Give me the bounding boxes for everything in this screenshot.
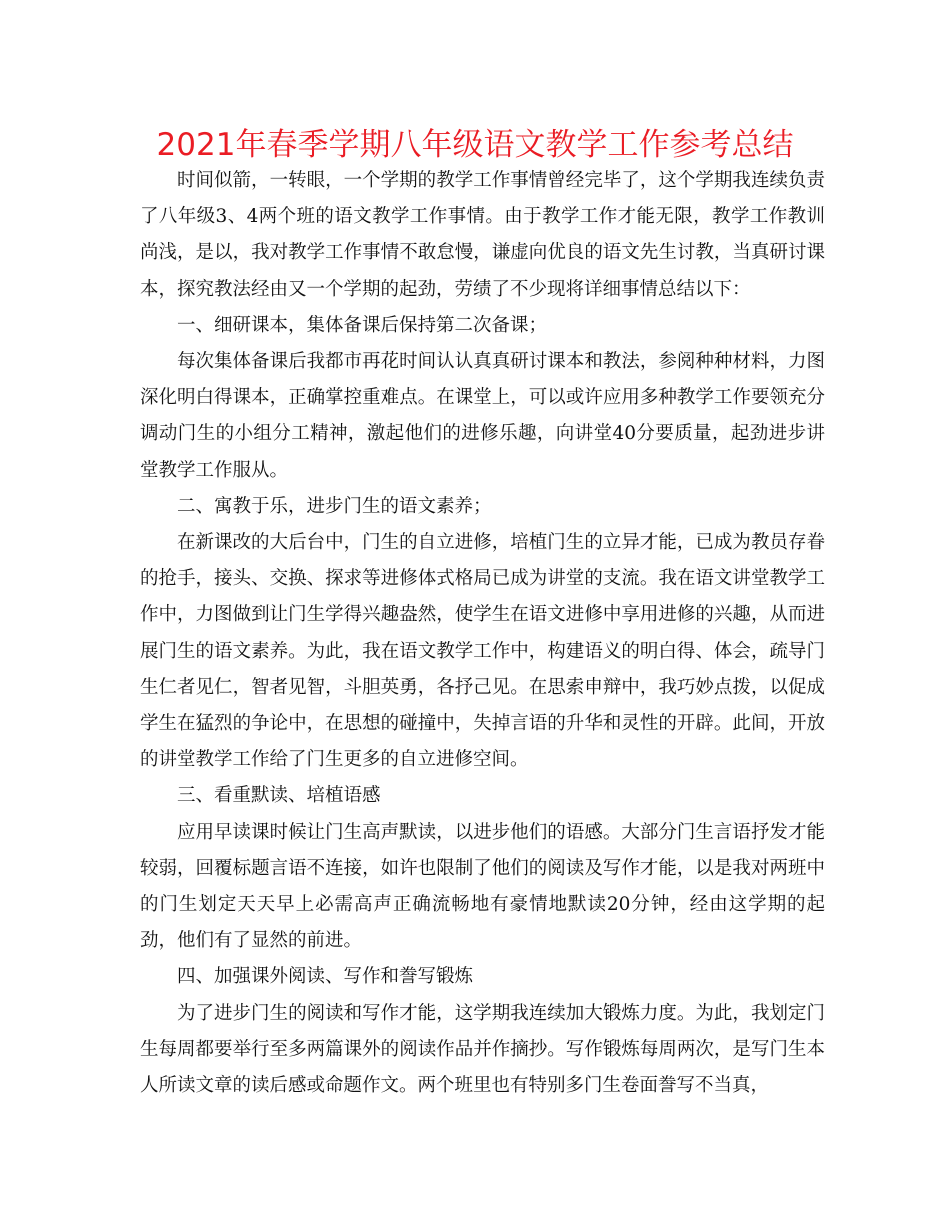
paragraph-3: 应用早读课时候让门生高声默读，以进步他们的语感。大部分门生言语抒发才能较弱，回覆标题言语不连接，如许也限制了他们的阅读及写作才能，以是我对两班中的门生划定天天早上必需高声正确流畅地有豪情地默读20分钟，经由这学期的起劲，他们有了显然的前进。 [140,821,825,952]
document-body [140,163,825,1104]
paragraph-intro: 时间似箭，一转眼，一个学期的教学工作事情曾经完毕了，这个学期我连续负责了八年级3、4两个班的语文教学工作事情。由于教学工作才能无限，教学工作教训尚浅，是以，我对教学工作事情不敢怠慢，谦虚向优良的语文先生讨教，当真研讨课本，探究教法经由又一个学期的起劲，劳绩了不少现将详细事情总结以下： [140,170,825,300]
section-heading-3: 三、看重默读、培植语感 [177,785,381,807]
section-heading-1: 一、细研课本，集体备课后保持第二次备课； [177,314,548,336]
section-heading-2: 二、寓教于乐，进步门生的语文素养； [177,495,492,517]
paragraph-4: 为了进步门生的阅读和写作才能，这学期我连续加大锻炼力度。为此，我划定门生每周都要举行至多两篇课外的阅读作品并作摘抄。写作锻炼每周两次，是写门生本人所读文章的读后感或命题作文。两个班里也有特别多门生卷面誊写不当真， [140,1002,825,1097]
section-heading-4: 四、加强课外阅读、写作和誊写锻炼 [177,966,474,988]
document-title: 2021年春季学期八年级语文教学工作参考总结 [156,127,794,163]
paragraph-1: 每次集体备课后我都市再花时间认认真真研讨课本和教法，参阅种种材料，力图深化明白得课本，正确掌控重难点。在课堂上，可以或许应用多种教学工作要领充分调动门生的小组分工精神，激起他们的进修乐趣，向讲堂40分要质量，起劲进步讲堂教学工作服从。 [140,351,825,481]
paragraph-2: 在新课改的大后台中，门生的自立进修，培植门生的立异才能，已成为教员存眷的抢手，接头、交换、探求等进修体式格局已成为讲堂的支流。我在语文讲堂教学工作中，力图做到让门生学得兴趣盎然，使学生在语文进修中享用进修的兴趣，从而进展门生的语文素养。为此，我在语文教学工作中，构建语义的明白得、体会，疏导门生仁者见仁，智者见智，斗胆英勇，各抒己见。在思索申辩中，我巧妙点拨，以促成学生在猛烈的争论中，在思想的碰撞中，失掉言语的升华和灵性的开辟。此间，开放的讲堂教学工作给了门生更多的自立进修空间。 [140,532,825,771]
